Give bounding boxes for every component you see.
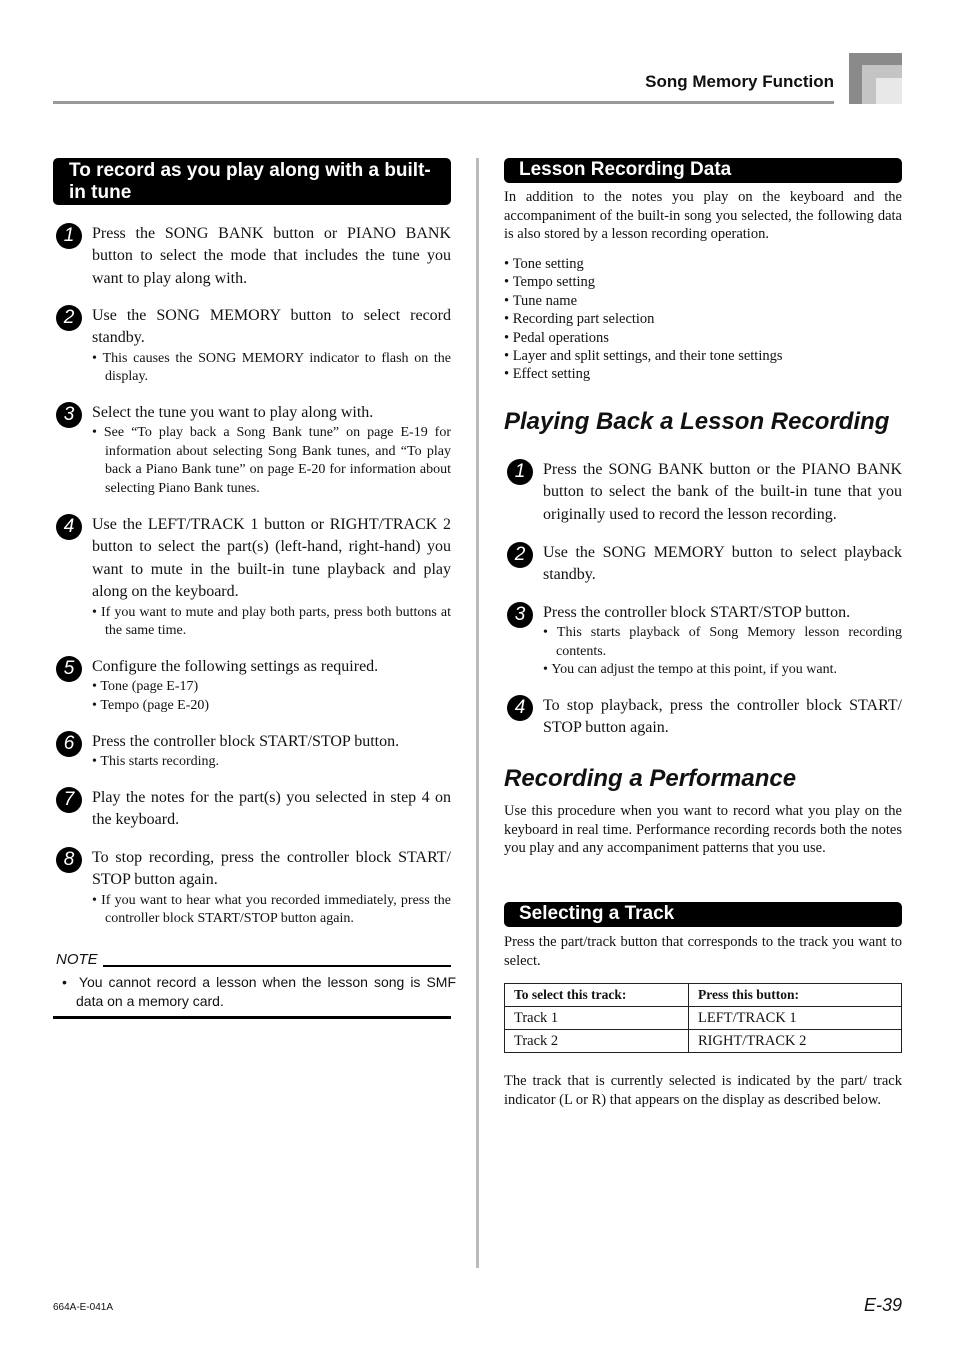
table-cell: Track 1 [505, 1007, 689, 1030]
list-item: • Tone setting [504, 255, 902, 273]
header-rule [53, 101, 834, 104]
step-text: Press the controller block START/STOP button. [543, 604, 851, 621]
step-number: 4 [507, 695, 533, 721]
step-number: 3 [56, 402, 82, 428]
list-item: • Layer and split settings, and their tone settings [504, 347, 902, 365]
lesson-data-intro: In addition to the notes you play on the keyboard and the accompaniment of the built-in song you selected, the following data is also stored by a lesson recording operation. [504, 189, 902, 242]
step-number: 2 [507, 542, 533, 568]
heading-playback: Playing Back a Lesson Recording [504, 408, 890, 435]
list-item: • Tempo setting [504, 273, 902, 291]
table-row [505, 1030, 902, 1053]
table-row [505, 1007, 902, 1030]
step-number: 8 [56, 847, 82, 873]
note-text: • You cannot record a lesson when the lesson song is SMF data on a memory card. [62, 973, 456, 1011]
list-item: • Pedal operations [504, 329, 902, 347]
header-corner-decoration [849, 53, 902, 104]
table-header-cell: To select this track: [505, 984, 689, 1007]
list-item: • Tune name [504, 292, 902, 310]
document-code: 664A-E-041A [53, 1302, 114, 1313]
step-bullet: • See “To play back a Song Bank tune” on page E-19 for information about selecting Song Bank tunes, and “To play back a Piano Bank tune” on page E-20 for information about selecting Piano Bank tunes. [92, 424, 451, 498]
step-text: Press the controller block START/STOP button. [92, 733, 400, 750]
section-bar-lesson-data: Lesson Recording Data [504, 158, 902, 183]
step-number: 5 [56, 656, 82, 682]
column-divider [476, 158, 479, 1268]
step-text: Press the SONG BANK button or PIANO BANK button to select the mode that includes the tune you want to play along with. [92, 225, 451, 287]
table-header-cell: Press this button: [689, 984, 902, 1007]
step-text: Configure the following settings as required. [92, 658, 379, 675]
step-bullet: • Tempo (page E-20) [92, 697, 451, 716]
step-text: To stop playback, press the controller block START/ STOP button again. [543, 697, 902, 737]
step-bullet: • If you want to hear what you recorded immediately, press the controller block START/STOP button again. [92, 892, 451, 929]
step-number: 1 [56, 223, 82, 249]
step-number: 6 [56, 731, 82, 757]
section-bar-select-track: Selecting a Track [504, 902, 902, 927]
lesson-data-list [504, 255, 902, 384]
note-top-rule [103, 965, 451, 967]
note-label: NOTE [56, 951, 102, 968]
step-number: 7 [56, 787, 82, 813]
step-bullet: • This starts recording. [92, 753, 451, 772]
heading-performance: Recording a Performance [504, 765, 797, 792]
list-item: • Effect setting [504, 365, 902, 383]
table-cell: RIGHT/TRACK 2 [689, 1030, 902, 1053]
list-item: • Recording part selection [504, 310, 902, 328]
step-bullet: • Tone (page E-17) [92, 678, 451, 697]
section-bar-record-along: To record as you play along with a built-in tune [53, 158, 451, 205]
performance-text: Use this procedure when you want to record what you play on the keyboard in real time. Performance recording records both the notes you play and any accompaniment patterns that you use. [504, 803, 902, 856]
table-cell: LEFT/TRACK 1 [689, 1007, 902, 1030]
step-number: 1 [507, 459, 533, 485]
page-number: E-39 [863, 1295, 902, 1315]
track-intro: Press the part/track button that corresponds to the track you want to select. [504, 934, 902, 969]
step-bullet: • This starts playback of Song Memory lesson recording contents. [543, 624, 902, 661]
step-bullet: • This causes the SONG MEMORY indicator to flash on the display. [92, 350, 451, 387]
step-bullet: • If you want to mute and play both parts, press both buttons at the same time. [92, 604, 451, 641]
step-text: Press the SONG BANK button or the PIANO BANK button to select the bank of the built-in tune that you originally used to record the lesson recording. [543, 461, 902, 523]
step-text: Select the tune you want to play along with. [92, 404, 374, 421]
step-number: 3 [507, 602, 533, 628]
step-bullet: • You can adjust the tempo at this point, if you want. [543, 661, 902, 680]
step-text: Use the LEFT/TRACK 1 button or RIGHT/TRACK 2 button to select the part(s) (left-hand, right-hand) you want to mute in the built-in tune playback and play along on the keyboard. [92, 516, 451, 601]
track-after-text: The track that is currently selected is indicated by the part/ track indicator (L or R) that appears on the display as described below. [504, 1073, 902, 1108]
table-header-row [505, 984, 902, 1007]
track-table [504, 983, 902, 1053]
table-cell: Track 2 [505, 1030, 689, 1053]
step-text: To stop recording, press the controller block START/ STOP button again. [92, 849, 451, 889]
step-number: 2 [56, 305, 82, 331]
step-text: Use the SONG MEMORY button to select playback standby. [543, 544, 902, 584]
step-number: 4 [56, 514, 82, 540]
step-text: Use the SONG MEMORY button to select record standby. [92, 307, 451, 347]
note-bottom-rule [53, 1016, 451, 1019]
running-header: Song Memory Function [645, 72, 834, 91]
step-text: Play the notes for the part(s) you selected in step 4 on the keyboard. [92, 789, 451, 829]
